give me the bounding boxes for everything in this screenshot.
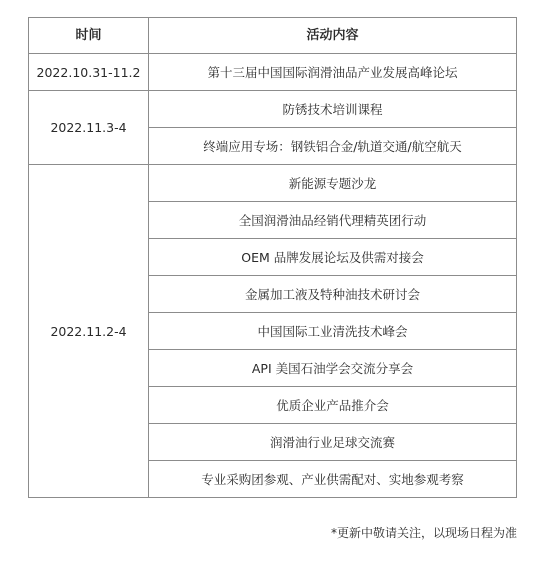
activity-cell: 防锈技术培训课程 xyxy=(149,91,517,128)
date-cell: 2022.11.3-4 xyxy=(29,91,149,165)
table-row xyxy=(29,91,517,128)
table-header-row xyxy=(29,18,517,54)
activity-cell: 中国国际工业清洗技术峰会 xyxy=(149,313,517,350)
activity-cell: OEM 品牌发展论坛及供需对接会 xyxy=(149,239,517,276)
activity-cell: 专业采购团参观、产业供需配对、实地参观考察 xyxy=(149,461,517,498)
activity-cell: 金属加工液及特种油技术研讨会 xyxy=(149,276,517,313)
table-row xyxy=(29,54,517,91)
date-cell: 2022.11.2-4 xyxy=(29,165,149,498)
activity-cell: 终端应用专场：钢铁铝合金/轨道交通/航空航天 xyxy=(149,128,517,165)
activity-cell: 优质企业产品推介会 xyxy=(149,387,517,424)
table-row xyxy=(29,165,517,202)
activity-cell: 第十三届中国国际润滑油品产业发展高峰论坛 xyxy=(149,54,517,91)
header-activity: 活动内容 xyxy=(149,18,517,54)
activity-cell: API 美国石油学会交流分享会 xyxy=(149,350,517,387)
activity-cell: 润滑油行业足球交流赛 xyxy=(149,424,517,461)
activity-cell: 全国润滑油品经销代理精英团行动 xyxy=(149,202,517,239)
date-cell: 2022.10.31-11.2 xyxy=(29,54,149,91)
event-schedule-table xyxy=(28,17,517,498)
activity-cell: 新能源专题沙龙 xyxy=(149,165,517,202)
header-date: 时间 xyxy=(29,18,149,54)
footnote: *更新中敬请关注，以现场日程为准 xyxy=(330,526,517,540)
